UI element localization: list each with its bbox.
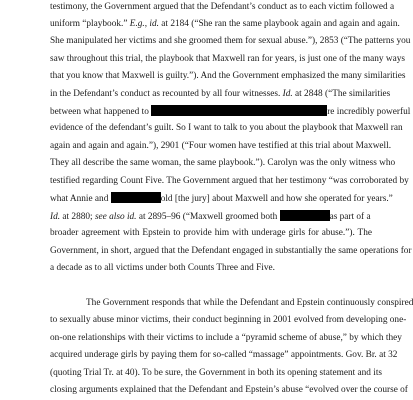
text-run: broader agreement with Epstein to provide him with underage girls for abuse.”). The — [50, 228, 372, 238]
text-run: saw throughout this trial, the playbook that Maxwell ran for years, is just one of the many ways — [50, 54, 406, 64]
citation-signal: E.g. — [129, 19, 145, 29]
text-line — [86, 297, 413, 309]
text-run: that you know that Maxwell is guilty.”). And the Government emphasized the many similarities — [50, 71, 406, 81]
text-run: closing arguments explained that the Defendant and Epstein’s abuse “evolved over the course of — [50, 385, 408, 395]
text-run: at 2880; — [60, 212, 95, 222]
redaction-block — [151, 105, 327, 116]
text-line — [50, 367, 383, 379]
text-line — [50, 53, 406, 65]
text-run: re incredibly powerful — [327, 107, 411, 117]
text-run: evidence of the defendant’s guilt. So I want to talk to you about the playbook that Maxwell ran — [50, 123, 403, 133]
redaction-block — [111, 192, 161, 203]
text-run: acquired underage girls by paying them for so-called “massage” appointments. Gov. Br. at 32 — [50, 350, 398, 360]
citation-signal: see also id. — [94, 212, 137, 222]
text-run: They all describe the same woman, the same playbook.”). Carolyn was the only witness who — [50, 158, 396, 168]
text-line — [50, 384, 408, 396]
text-line — [50, 70, 406, 82]
text-run: at 2184 (“She ran the same playbook again and again and again. — [158, 19, 400, 29]
text-run: old [the jury] about Maxwell and how she operated for years.” — [160, 194, 393, 204]
text-run: (quoting Trial Tr. at 40). To be sure, the Government in both its opening statement and its — [50, 368, 383, 378]
text-run: , — [144, 19, 150, 29]
text-run: She manipulated her victims and she groomed them for sexual abuse.”), 2853 (“The patterns you — [50, 36, 411, 46]
text-line — [50, 35, 411, 47]
redaction-block — [280, 210, 330, 221]
text-run: at 2895–96 (“Maxwell groomed both — [136, 212, 280, 222]
text-line — [50, 245, 412, 257]
text-run: a decade as to all victims under both Counts Three and Five. — [50, 263, 275, 273]
text-line — [50, 332, 402, 344]
text-line — [50, 192, 393, 204]
text-line — [50, 122, 403, 134]
text-line — [50, 88, 391, 100]
citation-id: Id. — [282, 89, 293, 99]
text-run: between what happened to — [50, 107, 152, 117]
text-line — [50, 262, 372, 274]
text-line — [50, 1, 395, 13]
text-run: uniform “playbook.” — [50, 19, 130, 29]
citation-id: Id. — [50, 212, 61, 222]
text-run: Government, in short, argued that the Defendant engaged in substantially the same operations for — [50, 246, 412, 256]
text-run: as part of a — [329, 212, 371, 222]
text-run: what Annie and — [50, 194, 111, 204]
text-line — [50, 175, 409, 187]
text-run: on-one relationships with their victims to include a “pyramid scheme of abuse,” by which they — [50, 333, 402, 343]
text-run: in the Defendant’s conduct as recounted by all four witnesses. — [50, 89, 283, 99]
text-line — [50, 140, 392, 152]
text-run: to sexually abuse minor victims, their conduct beginning in 2001 evolved from developing one- — [50, 315, 407, 325]
text-run: The Government responds that while the Defendant and Epstein continuously conspired — [86, 298, 413, 308]
text-line — [50, 105, 411, 117]
text-run: testified regarding Count Five. The Government argued that her testimony “was corroborated by — [50, 176, 409, 186]
text-line — [50, 18, 400, 30]
text-run: at 2848 (“The similarities — [292, 89, 391, 99]
text-line — [50, 210, 372, 222]
text-line — [50, 157, 396, 169]
text-run: again and again and again.”), 2901 (“Four women have testified at this trial about Maxwell. — [50, 141, 392, 151]
text-line — [50, 314, 407, 326]
text-run: testimony, the Government argued that the Defendant’s conduct as to each victim followed a — [50, 2, 395, 12]
citation-id: id. — [149, 19, 159, 29]
text-line — [50, 349, 398, 361]
text-line — [50, 227, 372, 239]
